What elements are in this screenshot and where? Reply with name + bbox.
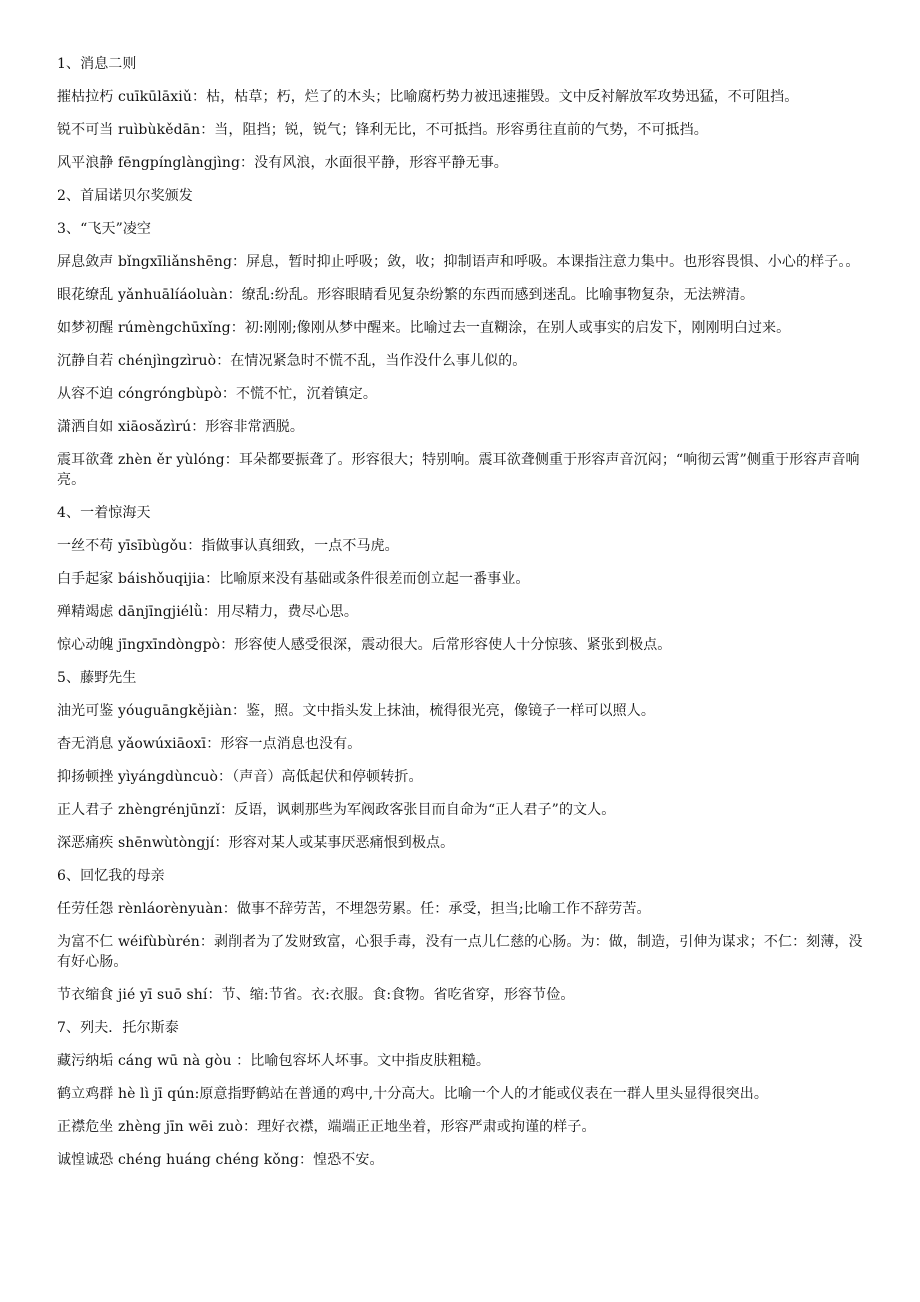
vocabulary-entry: 油光可鉴 yóuguāngkějiàn：鉴，照。文中指头发上抹油，梳得很光亮，像镜子一样可以照人。 — [57, 703, 655, 719]
vocabulary-entry: 抑扬顿挫 yìyángdùncuò：（声音）高低起伏和停顿转折。 — [57, 769, 423, 785]
vocabulary-entry: 屏息敛声 bǐngxīliǎnshēng：屏息，暂时抑止呼吸；敛，收；抑制语声和呼吸。本课指注意力集中。也形容畏惧、小心的样子。。 — [57, 254, 860, 270]
section-heading: 2、首届诺贝尔奖颁发 — [57, 188, 193, 204]
section-heading: 4、一着惊海天 — [57, 505, 151, 521]
section-heading: 7、列夫．托尔斯泰 — [57, 1020, 179, 1036]
section-heading: 3、“飞天”凌空 — [57, 221, 152, 237]
vocabulary-entry: 正襟危坐 zhèng jīn wēi zuò：理好衣襟，端端正正地坐着，形容严肃或拘谨的样子。 — [57, 1119, 596, 1135]
vocabulary-entry: 震耳欲聋 zhèn ěr yùlóng：耳朵都要振聋了。形容很大；特别响。震耳欲聋侧重于形容声音沉闷；“响彻云霄”侧重于形容声音响亮。 — [57, 452, 860, 488]
vocabulary-entry: 深恶痛疾 shēnwùtòngjí：形容对某人或某事厌恶痛恨到极点。 — [57, 835, 455, 851]
vocabulary-entry: 摧枯拉朽 cuīkūlāxiǔ：枯，枯草；朽，烂了的木头；比喻腐朽势力被迅速摧毁。文中反衬解放军攻势迅猛，不可阻挡。 — [57, 89, 799, 105]
vocabulary-entry: 诚惶诚恐 chéng huáng chéng kǒng：惶恐不安。 — [57, 1152, 384, 1168]
vocabulary-entry: 潇洒自如 xiāosǎzìrú：形容非常洒脱。 — [57, 419, 304, 435]
vocabulary-entry: 白手起家 báishǒuqijia：比喻原来没有基础或条件很差而创立起一番事业。 — [57, 571, 530, 587]
vocabulary-entry: 节衣缩食 jié yī suō shí：节、缩:节省。衣:衣服。食:食物。省吃省穿，形容节俭。 — [57, 987, 575, 1003]
vocabulary-entry: 从容不迫 cóngróngbùpò：不慌不忙，沉着镇定。 — [57, 386, 377, 402]
vocabulary-entry: 任劳任怨 rènláorènyuàn：做事不辞劳苦，不埋怨劳累。任：承受，担当;比喻工作不辞劳苦。 — [57, 901, 651, 917]
vocabulary-entry: 殚精竭虑 dānjīngjiélǜ：用尽精力，费尽心思。 — [57, 604, 358, 620]
vocabulary-entry: 鹤立鸡群 hè lì jī qún:原意指野鹤站在普通的鸡中,十分高大。比喻一个人的才能或仪表在一群人里头显得很突出。 — [57, 1086, 768, 1102]
vocabulary-entry: 如梦初醒 rúmèngchūxǐng：初:刚刚;像刚从梦中醒来。比喻过去一直糊涂，在别人或事实的启发下，刚刚明白过来。 — [57, 320, 791, 336]
vocabulary-entry: 风平浪静 fēngpínglàngjìng：没有风浪，水面很平静，形容平静无事。 — [57, 155, 508, 171]
vocabulary-entry: 沉静自若 chénjìngzìruò：在情况紧急时不慌不乱，当作没什么事儿似的。 — [57, 353, 527, 369]
vocabulary-entry: 眼花缭乱 yǎnhuālíáoluàn：缭乱:纷乱。形容眼睛看见复杂纷繁的东西而感到迷乱。比喻事物复杂，无法辨清。 — [57, 287, 755, 303]
section-heading: 1、消息二则 — [57, 56, 137, 72]
section-heading: 6、回忆我的母亲 — [57, 868, 165, 884]
vocabulary-entry: 藏污纳垢 cáng wū nà gòu ：比喻包容坏人坏事。文中指皮肤粗糙。 — [57, 1053, 490, 1069]
section-heading: 5、藤野先生 — [57, 670, 137, 686]
vocabulary-entry: 锐不可当 ruìbùkědān：当，阻挡；锐，锐气；锋利无比，不可抵挡。形容勇往直前的气势，不可抵挡。 — [57, 122, 708, 138]
vocabulary-entry: 杳无消息 yǎowúxiāoxī：形容一点消息也没有。 — [57, 736, 362, 752]
vocabulary-entry: 惊心动魄 jīngxīndòngpò：形容使人感受很深，震动很大。后常形容使人十分惊骇、紧张到极点。 — [57, 637, 672, 653]
vocabulary-entry: 为富不仁 wéifùbùrén：剥削者为了发财致富，心狠手毒，没有一点儿仁慈的心肠。为：做，制造，引伸为谋求；不仁：刻薄，没有好心肠。 — [57, 934, 863, 970]
vocabulary-entry: 正人君子 zhèngrénjūnzǐ：反语，讽刺那些为军阀政客张目而自命为“正人君子”的文人。 — [57, 802, 616, 818]
vocabulary-entry: 一丝不苟 yīsībùgǒu：指做事认真细致，一点不马虎。 — [57, 538, 399, 554]
